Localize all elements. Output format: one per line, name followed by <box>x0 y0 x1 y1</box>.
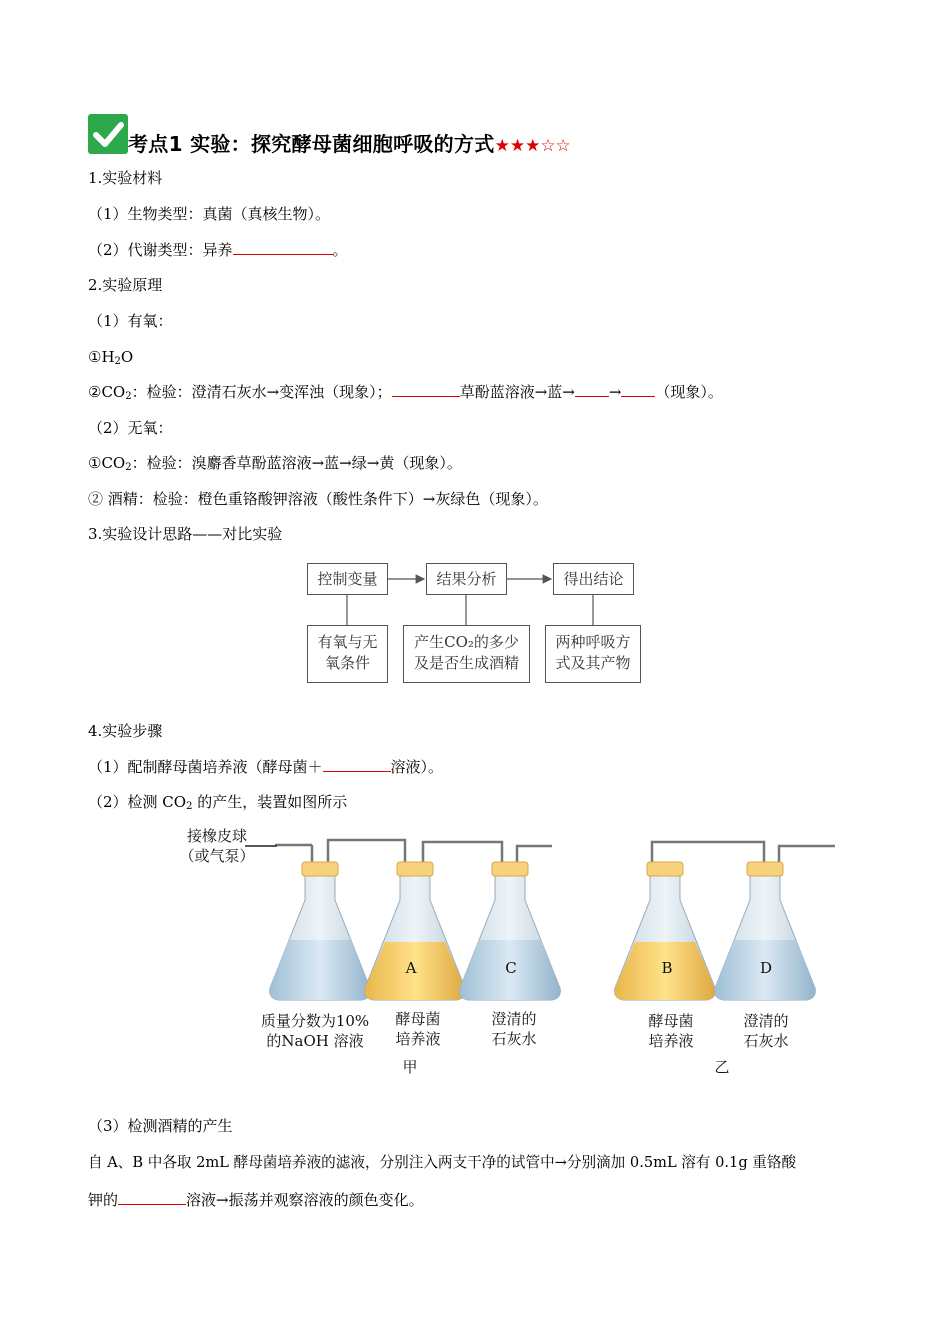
text-line: （2）检测 $CO_2$ 的产生，装置如图所示 <box>88 793 348 812</box>
flow-box-result-analysis: 结果分析 <box>426 563 507 595</box>
caption-lime-c: 澄清的 石灰水 <box>491 1010 537 1048</box>
flask-label-a: A <box>405 959 417 977</box>
group-label-jia: 甲 <box>402 1058 418 1076</box>
text-line: $①H_2O$ <box>88 348 134 367</box>
fill-blank[interactable] <box>392 382 460 397</box>
section-2-heading: 2.实验原理 <box>88 276 163 294</box>
paragraph-line: 钾的 溶液→振荡并观察溶液的颜色变化。 <box>88 1191 424 1209</box>
checkmark-icon <box>88 114 128 154</box>
fill-blank[interactable] <box>233 240 333 255</box>
flow-box-control-variable: 控制变量 <box>307 563 388 595</box>
text-line: ② 酒精：检验：橙色重铬酸钾溶液（酸性条件下）→灰绿色（现象）。 <box>88 490 548 508</box>
fill-blank[interactable] <box>575 382 609 397</box>
fill-blank[interactable] <box>323 757 391 772</box>
text-line: （2）代谢类型：异养 。 <box>88 241 348 259</box>
text-line: （1）有氧： <box>88 312 173 330</box>
flow-box-conditions: 有氧与无 氧条件 <box>307 625 388 683</box>
text-line: （3）检测酒精的产生 <box>88 1117 233 1135</box>
flask-label-c: C <box>505 959 517 977</box>
flask-label-b: B <box>661 959 673 977</box>
caption-naoh: 质量分数为10% 的NaOH 溶液 <box>260 1012 370 1050</box>
flow-box-co2-alcohol: 产生CO₂的多少 及是否生成酒精 <box>403 625 530 683</box>
text-line: （2）无氧： <box>88 419 173 437</box>
text-line: $①CO_2$：检验：溴麝香草酚蓝溶液→蓝→绿→黄（现象）。 <box>88 454 462 473</box>
section-3-heading: 3.实验设计思路——对比实验 <box>88 525 283 543</box>
flow-box-conclusion: 得出结论 <box>553 563 634 595</box>
text-line: （1）配制酵母菌培养液（酵母菌＋ 溶液）。 <box>88 758 444 776</box>
section-title: 考点1 实验：探究酵母菌细胞呼吸的方式★★★☆☆ <box>128 132 571 156</box>
paragraph-line: 自 A、B 中各取 2mL 酵母菌培养液的滤液，分别注入两支干净的试管中→分别滴加 0.5mL 溶有 0.1g 重铬酸 <box>88 1154 797 1171</box>
fill-blank[interactable] <box>118 1190 186 1205</box>
caption-yeast-a: 酵母菌 培养液 <box>395 1010 441 1048</box>
flask-drawing <box>240 830 840 1015</box>
rating-stars: ★★★☆☆ <box>494 136 571 156</box>
caption-lime-d: 澄清的 石灰水 <box>743 1012 789 1050</box>
flask-label-d: D <box>759 959 773 977</box>
group-label-yi: 乙 <box>714 1058 730 1076</box>
text-line: （1）生物类型：真菌（真核生物）。 <box>88 205 331 223</box>
flow-box-respiration-modes: 两种呼吸方 式及其产物 <box>545 625 641 683</box>
fill-blank[interactable] <box>621 382 655 397</box>
section-4-heading: 4.实验步骤 <box>88 722 163 740</box>
section-1-heading: 1.实验材料 <box>88 169 163 187</box>
text-line: $②CO_2$：检验：澄清石灰水→变浑浊（现象）； 草酚蓝溶液→蓝→ → （现象）。 <box>88 383 723 402</box>
pump-label: 接橡皮球 （或气泵） <box>179 827 255 865</box>
caption-yeast-b: 酵母菌 培养液 <box>648 1012 694 1050</box>
